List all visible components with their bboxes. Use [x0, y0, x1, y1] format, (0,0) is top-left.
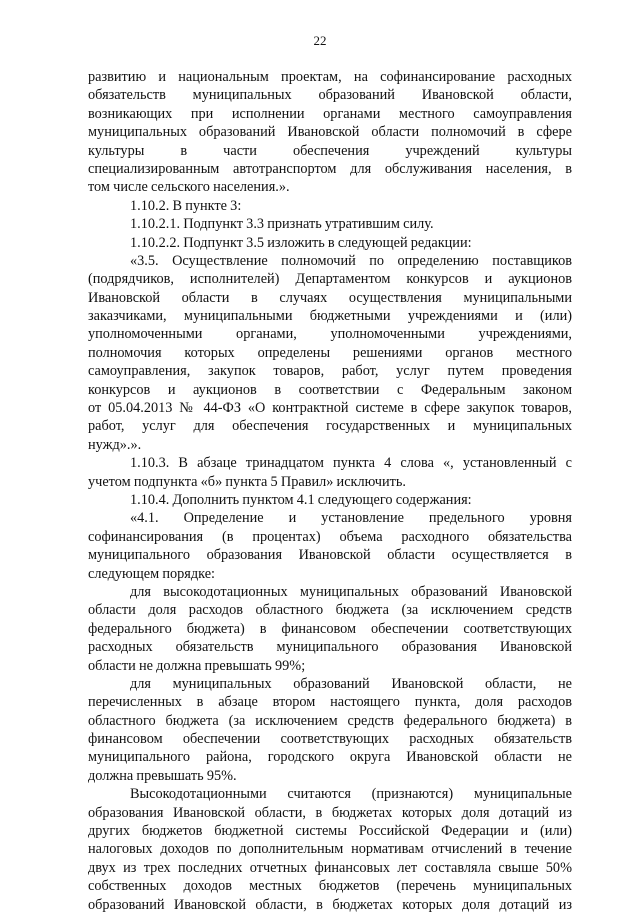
text-line: других бюджетов бюджетной системы Российской Федерации и (или)	[88, 823, 572, 840]
text-line: культуры в части обеспечения учреждений культуры	[88, 142, 572, 159]
text-line: муниципальных образований Ивановской области полномочий в сфере	[88, 124, 572, 141]
text-line: следующем порядке:	[88, 565, 216, 582]
text-line: финансовом обеспечении соответствующих расходных обязательств	[88, 731, 572, 748]
text-line: 1.10.2.1. Подпункт 3.3 признать утратившим силу.	[130, 216, 434, 233]
text-line: 1.10.2.2. Подпункт 3.5 изложить в следующей редакции:	[130, 234, 472, 251]
text-line: образования Ивановской области, в бюджетах которых доля дотаций из	[88, 804, 572, 821]
text-line: от 05.04.2013 № 44-ФЗ «О контрактной системе в сфере закупок товаров,	[88, 400, 572, 417]
text-line: «4.1. Определение и установление предельного уровня	[130, 510, 572, 527]
text-line: софинансирования (в процентах) объема расходного обязательства	[88, 528, 572, 545]
text-line: двух из трех последних отчетных финансовых лет составляла свыше 50%	[88, 859, 572, 876]
text-line: «3.5. Осуществление полномочий по определению поставщиков	[130, 252, 572, 269]
text-line: должна превышать 95%.	[88, 767, 237, 784]
text-line: образований Ивановской области, в бюджетах которых доля дотаций из	[88, 896, 572, 913]
text-line: для высокодотационных муниципальных образований Ивановской	[130, 583, 572, 600]
text-line: возникающих при исполнении органами местного самоуправления	[88, 105, 572, 122]
text-line: собственных доходов местных бюджетов (перечень муниципальных	[88, 878, 572, 895]
text-line: работ, услуг для обеспечения государственных и муниципальных	[88, 418, 572, 435]
text-line: муниципального образования Ивановской области осуществляется в	[88, 547, 572, 564]
text-line: перечисленных в абзаце втором настоящего пункта, доля расходов	[88, 694, 572, 711]
page-number: 22	[313, 33, 327, 48]
text-line: уполномоченными органами, уполномоченными учреждениями,	[88, 326, 572, 343]
text-line: области не должна превышать 99%;	[88, 657, 306, 674]
text-line: 1.10.3. В абзаце тринадцатом пункта 4 слова «, установленный с	[130, 455, 572, 472]
text-line: федерального бюджета) в финансовом обеспечении соответствующих	[88, 620, 572, 637]
text-line: заказчиками, муниципальными бюджетными учреждениями и (или)	[88, 308, 572, 325]
text-line: налоговых доходов по дополнительным нормативам отчислений в течение	[88, 841, 572, 858]
text-line: самоуправления, закупок товаров, работ, услуг путем проведения	[88, 363, 572, 380]
text-line: 1.10.2. В пункте 3:	[130, 197, 242, 214]
text-line: обязательств муниципальных образований Ивановской области,	[88, 87, 572, 104]
text-line: развитию и национальным проектам, на софинансирование расходных	[88, 69, 572, 85]
text-line: нужд».».	[88, 436, 142, 453]
text-line: для муниципальных образований Ивановской области, не	[130, 675, 572, 692]
text-line: 1.10.4. Дополнить пунктом 4.1 следующего содержания:	[130, 491, 472, 508]
text-line: областного бюджета (за исключением средств федерального бюджета) в	[88, 712, 572, 729]
text-line: Ивановской области в случаях осуществления муниципальными	[88, 289, 572, 306]
text-line: расходных обязательств муниципального образования Ивановской	[88, 639, 572, 656]
text-line: муниципального района, городского округа Ивановской области не	[88, 749, 572, 766]
text-line: том числе сельского населения.».	[88, 179, 290, 196]
text-line: конкурсов и аукционов в соответствии с Федеральным законом	[88, 381, 572, 398]
text-line: Высокодотационными считаются (признаются) муниципальные	[130, 786, 572, 803]
text-line: области доля расходов областного бюджета (за исключением средств	[88, 602, 572, 619]
document-body	[88, 68, 572, 914]
text-line: учетом подпункта «б» пункта 5 Правил» исключить.	[88, 473, 406, 490]
text-line: полномочия которых определены решениями органов местного	[88, 344, 572, 361]
text-line: (подрядчиков, исполнителей) Департаментом конкурсов и аукционов	[88, 271, 572, 288]
text-line: специализированным автотранспортом для обслуживания населения, в	[88, 160, 572, 177]
